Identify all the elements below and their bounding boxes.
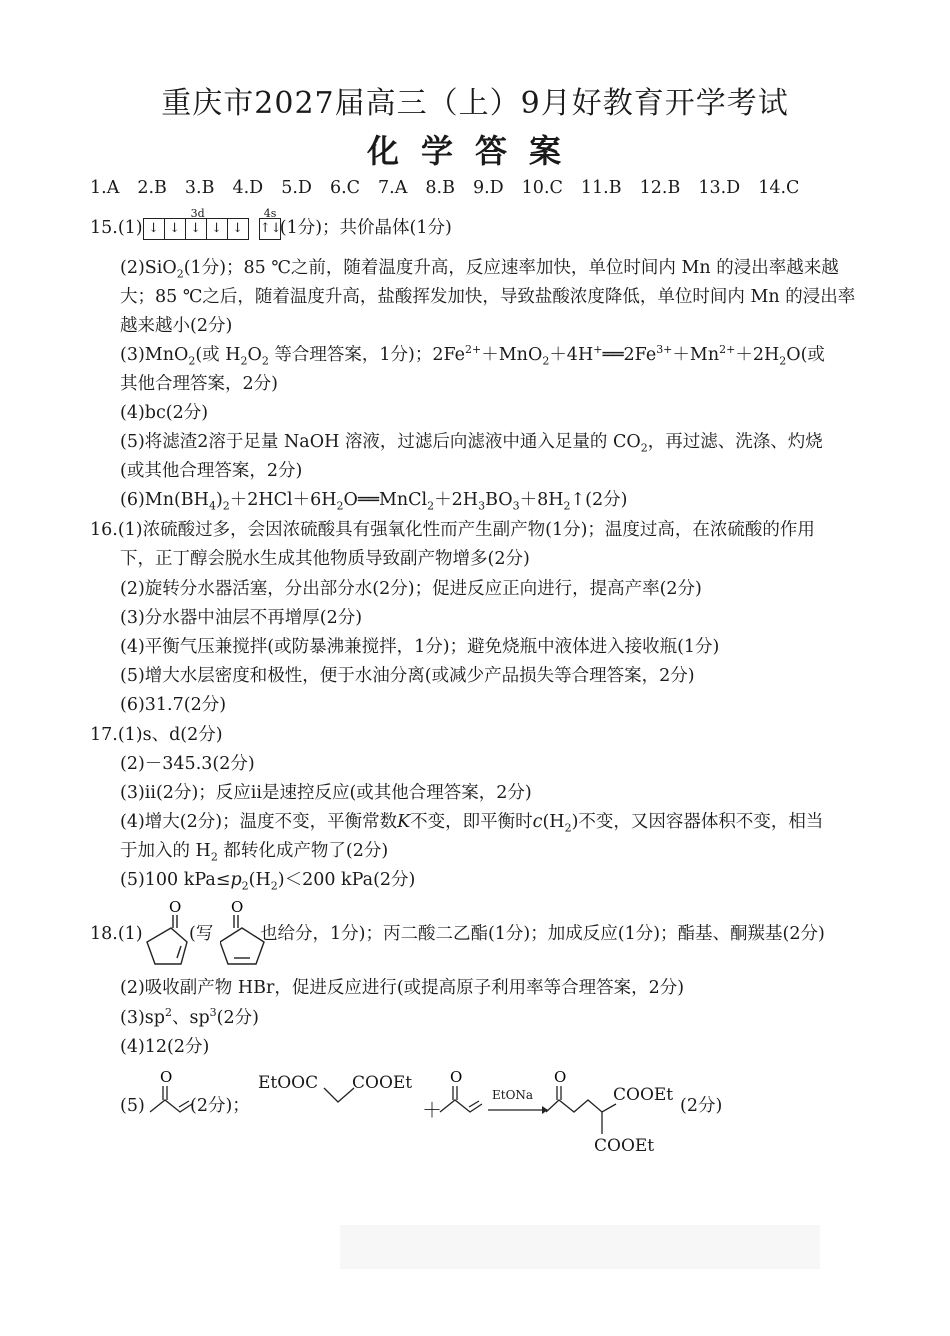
methyl-vinyl-ketone-structure-2 xyxy=(438,1064,484,1126)
svg-text:O: O xyxy=(450,1068,463,1086)
malonate-right-ester: COOEt xyxy=(352,1073,413,1093)
faint-footer-box xyxy=(340,1225,820,1269)
product-ester-top: COOEt xyxy=(613,1085,674,1105)
q15-part2-cont: 大；85 ℃之后，随着温度升高，盐酸挥发加快，导致盐酸浓度降低，单位时间内 Mn 的浸出率 xyxy=(120,287,856,307)
q16-part1-cont: 下，正丁醇会脱水生成其他物质导致副产物增多(2分) xyxy=(120,549,530,569)
q18-part5-score: (2分)； xyxy=(190,1096,250,1116)
mc-answer: 7.A xyxy=(378,178,408,198)
mc-answer: 13.D xyxy=(698,178,741,198)
q15-part1: 15.(1) 3d ↓ ↓ ↓ ↓ ↓ 4s ↑↓(1分)；共价晶体(1分) xyxy=(90,216,452,241)
q17-part2: (2)－345.3(2分) xyxy=(120,754,255,774)
q16-part4: (4)平衡气压兼搅拌(或防暴沸兼搅拌，1分)；避免烧瓶中液体进入接收瓶(1分) xyxy=(120,637,720,657)
mc-answer: 9.D xyxy=(472,178,504,198)
page-title: 重庆市2027届高三（上）9月好教育开学考试 xyxy=(161,86,789,121)
q18-alt-label: (写 xyxy=(189,924,214,944)
mc-answer: 6.C xyxy=(329,178,361,198)
svg-text:O: O xyxy=(169,898,182,916)
mc-answer: 8.B xyxy=(425,178,455,198)
q17-part1: 17.(1)s、d(2分) xyxy=(90,725,223,745)
q17-part3: (3)ⅱ(2分)；反应ⅱ是速控反应(或其他合理答案，2分) xyxy=(120,783,532,803)
mc-answer: 12.B xyxy=(639,178,681,198)
q18-prefix: 18.(1) xyxy=(90,924,143,944)
reagent-label: EtONa xyxy=(492,1088,534,1102)
q18-part4: (4)12(2分) xyxy=(120,1037,210,1057)
mc-answer: 1.A xyxy=(90,178,120,198)
q16-part2: (2)旋转分水器活塞，分出部分水(2分)；促进反应正向进行，提高产率(2分) xyxy=(120,579,702,599)
q15-part6: $(6)Mn(BH_4)_2+2HCl+6H_2O══MnCl_2+2H_3BO_3+8H_2↑(2$分) xyxy=(120,490,628,513)
product-ester-bottom: COOEt xyxy=(594,1136,655,1156)
q15-part5-cont: (或其他合理答案，2分) xyxy=(120,461,303,481)
q15-part3: (3)MnO$_2$(或 $H_2O_2$ 等合理答案，1分)；$2Fe^{2+}+MnO_2+4H^+══2Fe^{3+}+Mn^{2+}+2H_2O$(或 xyxy=(120,343,825,368)
q16-part6: (6)31.7(2分) xyxy=(120,695,227,715)
q15-part5: (5)将滤渣2溶于足量 NaOH 溶液，过滤后向滤液中通入足量的 $CO_2$，再过滤、洗涤、灼烧 xyxy=(120,432,823,455)
q18-part3: $(3)sp^2$、$sp^3(2$分) xyxy=(120,1006,259,1028)
q15-part3-cont: 其他合理答案，2分) xyxy=(120,374,278,394)
q15-part4: (4)bc(2分) xyxy=(120,403,209,423)
q18-part5-prefix: (5) xyxy=(120,1096,145,1116)
mc-answer: 10.C xyxy=(521,178,563,198)
svg-text:O: O xyxy=(554,1068,567,1086)
q17-part4: (4)增大(2分)；温度不变，平衡常数K不变，即平衡时$c(H_2)$不变，又因容器体积不变，相当 xyxy=(120,812,824,835)
mc-answer: 3.B xyxy=(184,178,215,198)
methyl-vinyl-ketone-structure-1 xyxy=(148,1064,194,1126)
q18-part2: (2)吸收副产物 HBr，促进反应进行(或提高原子利用率等合理答案，2分) xyxy=(120,978,685,998)
orbital-4s-diagram: 4s ↑↓ xyxy=(259,217,280,241)
q17-part5: (5)100 $kPa\le p_2(H_2)<200$ kPa(2分) xyxy=(120,870,416,893)
plus-sign: ＋ xyxy=(422,1098,442,1122)
q18-part1-text: 也给分，1分)；丙二酸二乙酯(1分)；加成反应(1分)；酯基、酮羰基(2分) xyxy=(260,924,825,944)
malonate-left-ester: EtOOC xyxy=(258,1073,319,1093)
reaction-arrow xyxy=(488,1104,548,1116)
malonate-backbone xyxy=(322,1082,358,1108)
q15-part2-cont: 越来越小(2分) xyxy=(120,316,233,336)
q16-part5: (5)增大水层密度和极性，便于水油分离(或减少产品损失等合理答案，2分) xyxy=(120,666,695,686)
svg-text:O: O xyxy=(160,1068,173,1086)
orbital-3d-diagram: 3d ↓ ↓ ↓ ↓ ↓ xyxy=(143,217,248,241)
q16-part1: 16.(1)浓硫酸过多，会因浓硫酸具有强氧化性而产生副产物(1分)；温度过高，在浓硫酸的作用 xyxy=(90,520,815,540)
mc-answer: 4.D xyxy=(232,178,264,198)
mc-answer: 5.D xyxy=(281,178,312,198)
cyclopentenone-structure-1 xyxy=(141,898,191,968)
mc-answer: 11.B xyxy=(580,178,622,198)
svg-text:O: O xyxy=(231,898,244,916)
page-subtitle: 化学答案 xyxy=(366,132,583,170)
q17-part4-cont: 于加入的 $H_2$ 都转化成产物了(2分) xyxy=(120,841,389,864)
mc-answers xyxy=(90,176,817,200)
q15-part2: (2)SiO$_2$(1分)；85 ℃之前，随着温度升高，反应速率加快，单位时间内 Mn 的浸出率越来越 xyxy=(120,258,839,281)
mc-answer: 2.B xyxy=(137,178,167,198)
mc-answer: 14.C xyxy=(758,178,800,198)
q18-part5-score2: (2分) xyxy=(680,1096,723,1116)
q16-part3: (3)分水器中油层不再增厚(2分) xyxy=(120,608,363,628)
